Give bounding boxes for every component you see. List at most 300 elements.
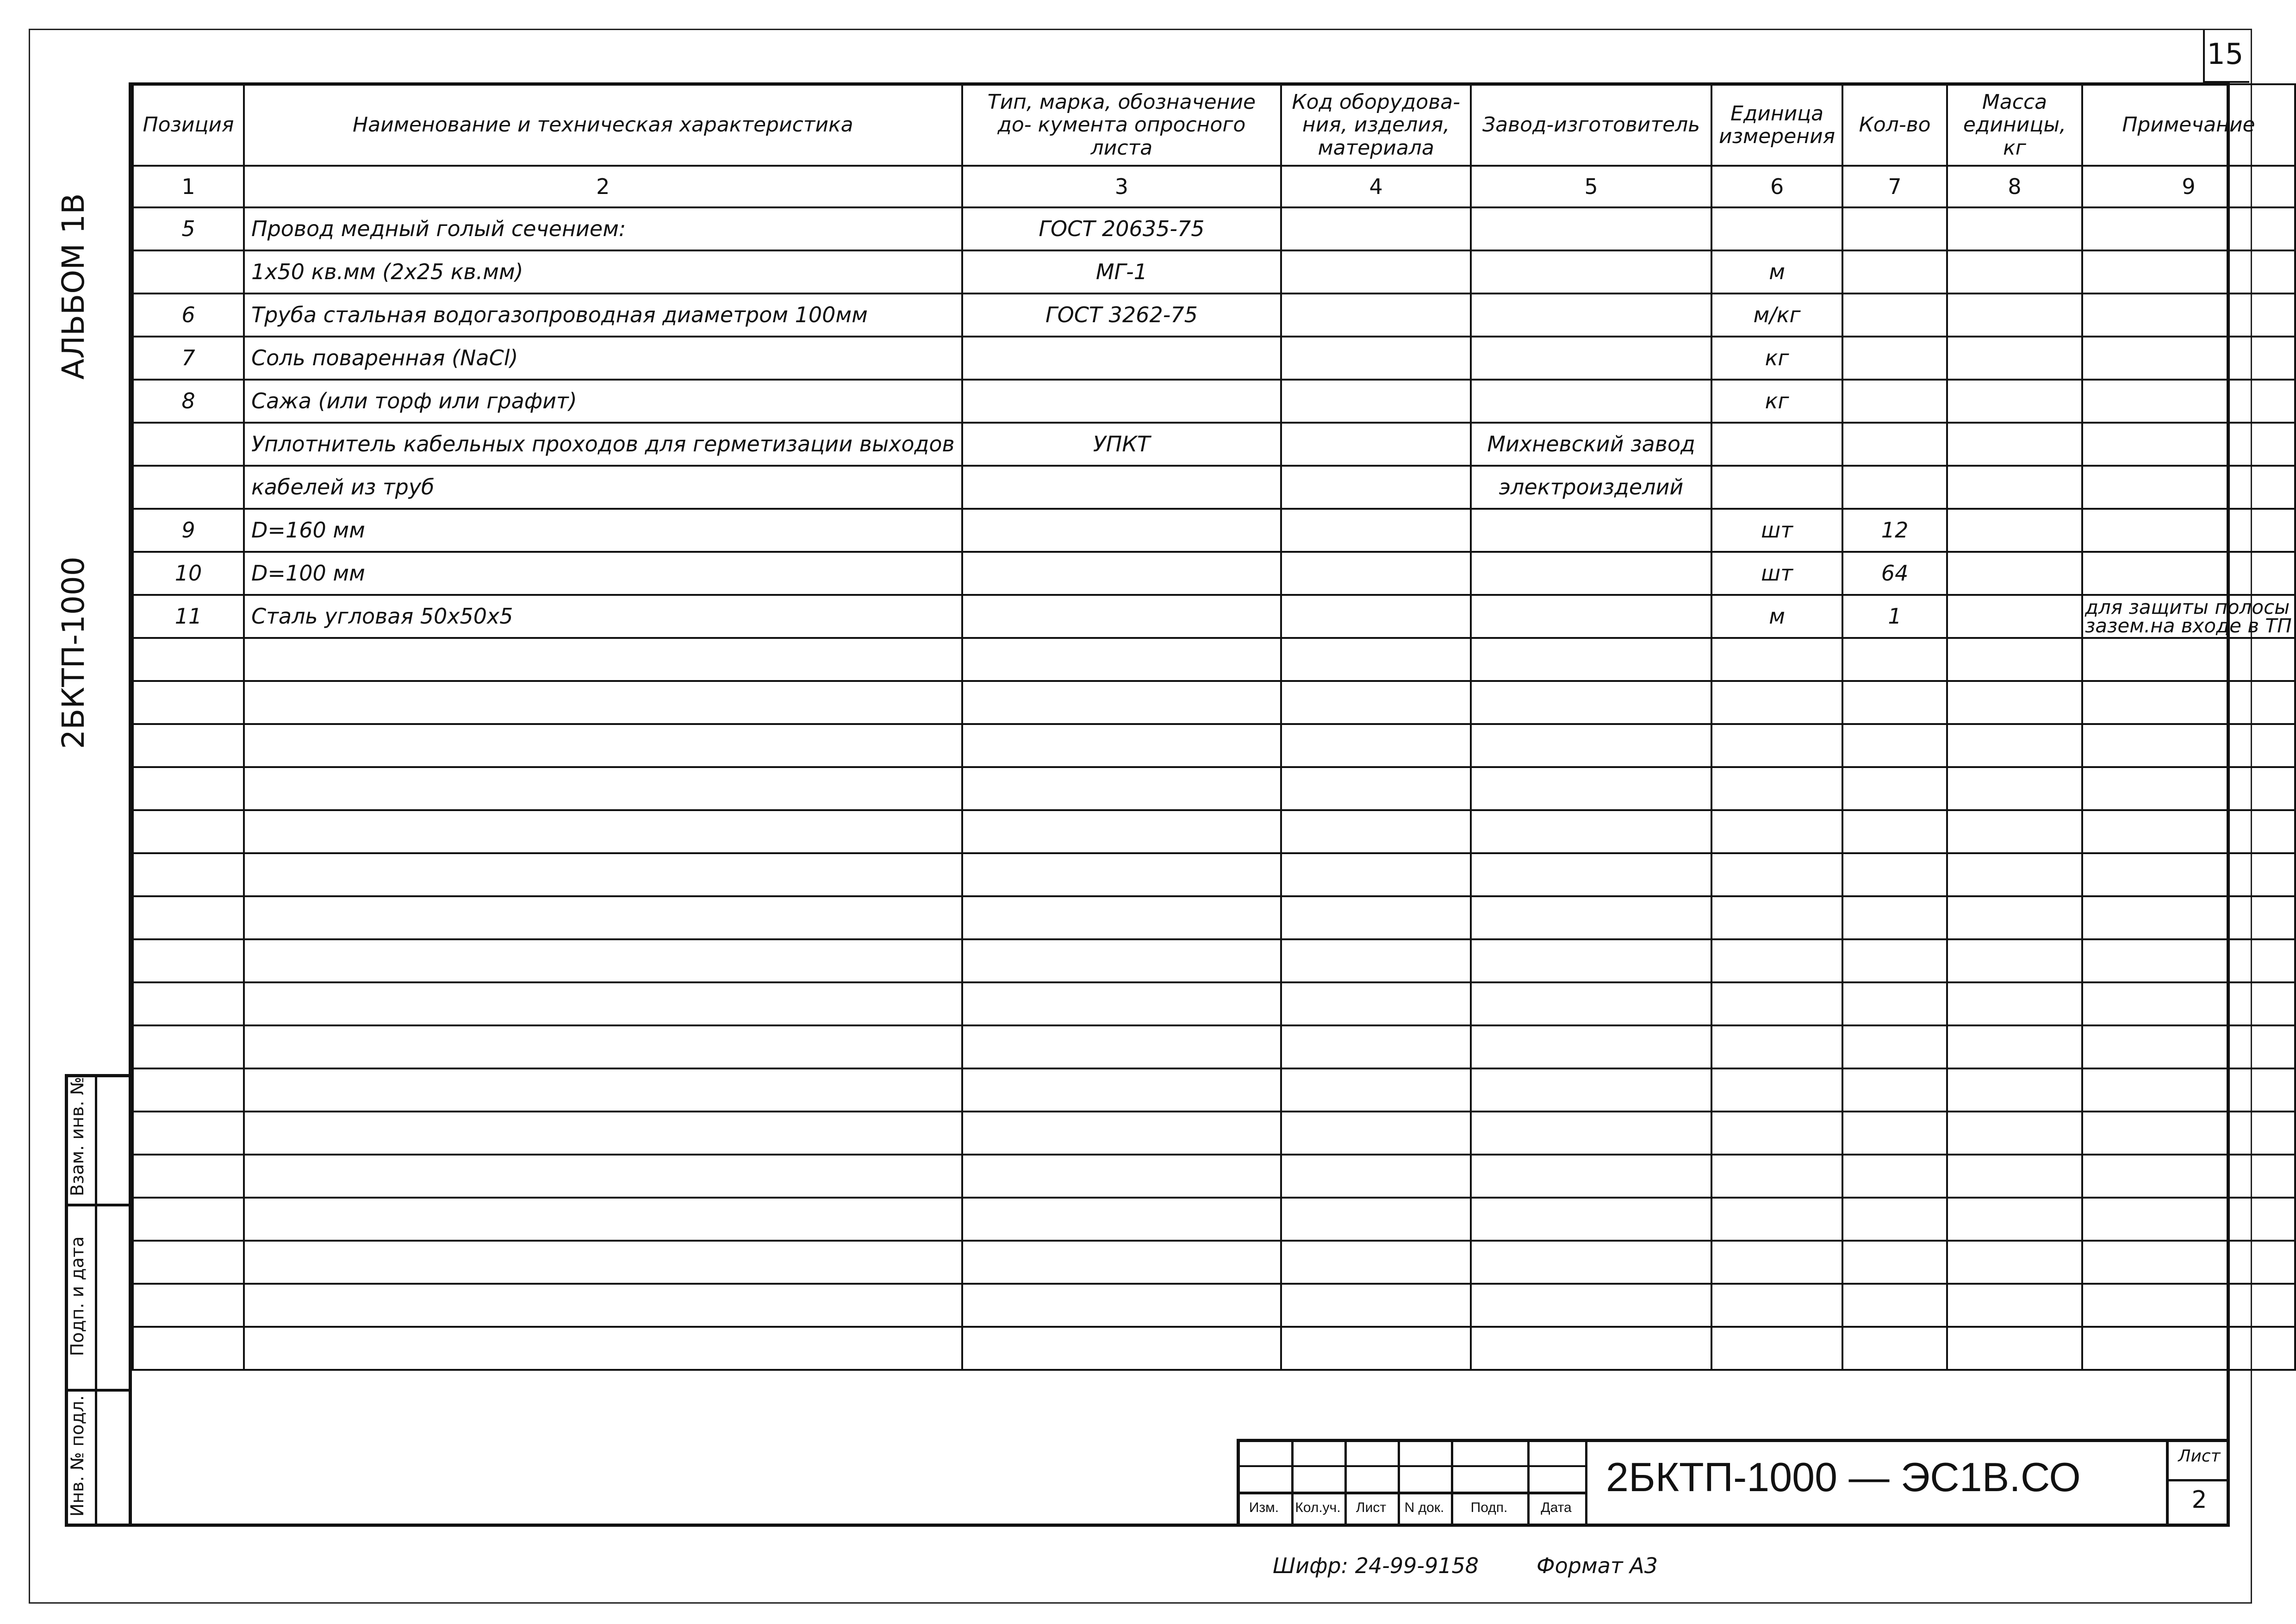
empty-cell [1711,724,1842,767]
table-cell [1471,380,1711,423]
table-cell [133,423,244,466]
table-cell [1947,552,2082,595]
table-cell [2082,294,2295,337]
empty-cell [133,681,244,724]
table-cell [1842,294,1947,337]
table-cell [1471,509,1711,552]
table-row [133,466,2295,509]
empty-cell [2082,1284,2295,1327]
empty-table-row [133,1025,2295,1068]
empty-cell [2082,767,2295,810]
empty-cell [2082,939,2295,982]
empty-cell [962,681,1282,724]
empty-cell [1947,638,2082,681]
note-line: для защиты полосы [2084,595,2290,618]
empty-cell [1281,939,1471,982]
empty-cell [1711,810,1842,853]
table-cell: 8 [133,380,244,423]
header-cell: Код оборудова- ния, изделия, материала [1281,84,1471,166]
table-cell [1947,250,2082,294]
table-cell [1947,380,2082,423]
empty-cell [1281,810,1471,853]
empty-table-row [133,638,2295,681]
table-cell [1842,423,1947,466]
column-number: 8 [1947,166,2082,207]
empty-cell [2082,1241,2295,1284]
table-cell [1281,250,1471,294]
empty-cell [1471,1068,1711,1112]
empty-cell [1281,1025,1471,1068]
empty-cell [1471,767,1711,810]
empty-table-row [133,1112,2295,1155]
empty-cell [133,853,244,896]
header-cell: Завод-изготовитель [1471,84,1711,166]
table-row [133,337,2295,380]
table-cell [2082,207,2295,250]
table-cell: Соль поваренная (NaCl) [244,337,962,380]
header-cell: Позиция [133,84,244,166]
table-cell: 11 [133,595,244,638]
empty-cell [1842,1112,1947,1155]
empty-cell [1281,1327,1471,1370]
empty-cell [1711,638,1842,681]
table-cell [962,337,1282,380]
empty-cell [1947,1068,2082,1112]
column-number: 6 [1711,166,1842,207]
empty-cell [1947,767,2082,810]
empty-cell [962,1198,1282,1241]
empty-cell [2082,681,2295,724]
table-cell [1947,509,2082,552]
table-cell [962,595,1282,638]
table-cell [962,466,1282,509]
empty-cell [1842,681,1947,724]
empty-cell [244,638,962,681]
empty-cell [244,1068,962,1112]
header-cell: Наименование и техническая характеристика [244,84,962,166]
table-row [133,380,2295,423]
empty-cell [962,982,1282,1025]
empty-cell [1947,1241,2082,1284]
empty-cell [1471,1198,1711,1241]
empty-cell [1281,1112,1471,1155]
table-cell: кабелей из труб [244,466,962,509]
table-row [133,250,2295,294]
empty-cell [2082,1068,2295,1112]
table-cell: Труба стальная водогазопроводная диаметром 100мм [244,294,962,337]
empty-cell [133,724,244,767]
table-cell: 64 [1842,552,1947,595]
empty-cell [133,982,244,1025]
specification-table [132,83,2296,1371]
table-cell [1842,337,1947,380]
column-number: 5 [1471,166,1711,207]
table-cell [1947,207,2082,250]
table-cell [1281,509,1471,552]
empty-cell [2082,1155,2295,1198]
empty-cell [1711,1112,1842,1155]
empty-cell [1947,1025,2082,1068]
table-cell: 6 [133,294,244,337]
title-block-vline [1585,1439,1587,1527]
empty-cell [962,724,1282,767]
empty-cell [1471,939,1711,982]
empty-table-row [133,1241,2295,1284]
table-cell: Уплотнитель кабельных проходов для герметизации выходов [244,423,962,466]
empty-cell [1471,853,1711,896]
empty-cell [2082,638,2295,681]
column-number-row [133,166,2295,207]
empty-table-row [133,1284,2295,1327]
empty-table-row [133,982,2295,1025]
empty-cell [1471,1284,1711,1327]
table-cell [2082,380,2295,423]
table-cell [1471,595,1711,638]
table-cell: ГОСТ 3262-75 [962,294,1282,337]
empty-cell [1842,1284,1947,1327]
table-cell: Провод медный голый сечением: [244,207,962,250]
empty-cell [1842,1198,1947,1241]
document-code: 2БКТП-1000 — ЭС1В.СО [1606,1454,2081,1500]
table-cell [1281,337,1471,380]
sheet-value: 2 [2191,1486,2207,1514]
table-cell [1471,337,1711,380]
sheet-label: Лист [2178,1447,2221,1466]
empty-table-row [133,681,2295,724]
empty-cell [244,896,962,939]
empty-cell [1842,1241,1947,1284]
empty-table-row [133,1068,2295,1112]
empty-cell [1947,681,2082,724]
empty-cell [244,1025,962,1068]
title-block-label: N док. [1404,1500,1444,1515]
note-line: зазем.на входе в ТП [2084,614,2292,637]
podp-date-label: Подп. и дата [67,1236,87,1356]
table-cell: Сталь угловая 50х50х5 [244,595,962,638]
empty-cell [1711,1241,1842,1284]
empty-table-row [133,1327,2295,1370]
empty-cell [1842,1327,1947,1370]
empty-cell [244,767,962,810]
empty-cell [1471,1155,1711,1198]
table-cell [1947,423,2082,466]
empty-cell [244,1155,962,1198]
empty-cell [1711,896,1842,939]
vzam-inv-label: Взам. инв. № [67,1077,87,1197]
empty-cell [244,1198,962,1241]
empty-cell [133,767,244,810]
title-block-label: Кол.уч. [1295,1500,1341,1515]
empty-cell [1842,939,1947,982]
empty-cell [133,1241,244,1284]
empty-cell [2082,853,2295,896]
table-cell [133,250,244,294]
table-cell [1281,380,1471,423]
empty-table-row [133,939,2295,982]
empty-cell [1947,939,2082,982]
table-cell [1471,250,1711,294]
table-cell: 9 [133,509,244,552]
empty-cell [1711,1198,1842,1241]
empty-cell [133,1025,244,1068]
table-cell [1711,466,1842,509]
table-cell: 5 [133,207,244,250]
empty-table-row [133,724,2295,767]
empty-cell [962,767,1282,810]
empty-cell [1471,1327,1711,1370]
empty-cell [1281,896,1471,939]
cipher-text: Шифр: 24-99-9158 [1273,1553,1479,1578]
table-cell [1281,207,1471,250]
empty-cell [1842,724,1947,767]
empty-cell [1947,1112,2082,1155]
table-cell [1471,294,1711,337]
empty-cell [244,1284,962,1327]
table-cell [1947,294,2082,337]
column-number: 3 [962,166,1282,207]
empty-cell [1842,767,1947,810]
empty-cell [1471,724,1711,767]
column-number: 1 [133,166,244,207]
empty-cell [1471,1112,1711,1155]
table-cell: 7 [133,337,244,380]
empty-cell [962,896,1282,939]
column-number: 4 [1281,166,1471,207]
empty-cell [1711,767,1842,810]
empty-cell [1711,1155,1842,1198]
empty-cell [1947,1284,2082,1327]
header-cell: Примечание [2082,84,2295,166]
empty-cell [133,1112,244,1155]
table-cell [1947,337,2082,380]
table-cell: 12 [1842,509,1947,552]
table-cell [1281,423,1471,466]
empty-cell [962,1025,1282,1068]
title-block-hline [1237,1492,1587,1494]
table-cell [1711,207,1842,250]
empty-cell [244,724,962,767]
format-text: Формат А3 [1537,1553,1658,1578]
empty-cell [2082,982,2295,1025]
empty-table-row [133,810,2295,853]
table-cell [1842,207,1947,250]
empty-table-row [133,1198,2295,1241]
empty-cell [1842,1068,1947,1112]
table-cell [1281,466,1471,509]
empty-cell [1947,853,2082,896]
empty-cell [133,1198,244,1241]
title-block-label: Дата [1541,1500,1572,1515]
empty-cell [1471,810,1711,853]
empty-cell [1947,724,2082,767]
empty-cell [1711,939,1842,982]
empty-cell [1711,681,1842,724]
table-row [133,423,2295,466]
empty-cell [962,1327,1282,1370]
empty-table-row [133,896,2295,939]
empty-cell [962,1068,1282,1112]
project-side-label: 2БКТП-1000 [56,556,91,749]
empty-cell [1947,1327,2082,1370]
title-block-label: Лист [1356,1500,1387,1515]
header-cell: Тип, марка, обозначение до- кумента опросного листа [962,84,1282,166]
empty-cell [1842,896,1947,939]
empty-cell [244,681,962,724]
sheet-number-top: 15 [2207,37,2244,71]
empty-cell [2082,1112,2295,1155]
empty-cell [244,1241,962,1284]
empty-cell [133,1155,244,1198]
empty-cell [244,939,962,982]
table-row [133,509,2295,552]
empty-cell [1711,1068,1842,1112]
table-row [133,595,2295,638]
title-block-hline [1237,1465,1587,1467]
empty-cell [1947,1155,2082,1198]
table-cell [2082,466,2295,509]
empty-cell [133,1284,244,1327]
empty-cell [1947,810,2082,853]
empty-cell [1281,638,1471,681]
inv-podl-label: Инв. № подл. [67,1395,87,1517]
header-cell: Единица измерения [1711,84,1842,166]
empty-cell [1281,1284,1471,1327]
table-cell [1947,466,2082,509]
column-number: 2 [244,166,962,207]
table-cell [1281,595,1471,638]
empty-cell [1471,1025,1711,1068]
empty-cell [1281,724,1471,767]
empty-cell [1947,982,2082,1025]
empty-cell [1842,853,1947,896]
title-block-label: Изм. [1249,1500,1279,1515]
empty-cell [1711,1327,1842,1370]
empty-cell [1281,1155,1471,1198]
empty-cell [133,810,244,853]
empty-cell [244,1112,962,1155]
table-cell: м/кг [1711,294,1842,337]
empty-cell [2082,896,2295,939]
empty-cell [1842,1155,1947,1198]
table-cell [962,552,1282,595]
table-cell: 1х50 кв.мм (2х25 кв.мм) [244,250,962,294]
empty-cell [1842,1025,1947,1068]
empty-cell [1281,681,1471,724]
table-cell: шт [1711,509,1842,552]
table-cell [1471,552,1711,595]
table-cell: кг [1711,380,1842,423]
empty-cell [962,638,1282,681]
empty-cell [1842,982,1947,1025]
table-cell [1711,423,1842,466]
empty-cell [1947,1198,2082,1241]
sheet-box-divider [2166,1479,2230,1481]
empty-cell [962,1155,1282,1198]
empty-cell [133,1068,244,1112]
empty-cell [2082,810,2295,853]
table-cell: электроизделий [1471,466,1711,509]
empty-cell [962,1112,1282,1155]
table-row [133,294,2295,337]
table-cell [1842,250,1947,294]
empty-cell [1711,853,1842,896]
empty-cell [1281,1241,1471,1284]
table-cell: 10 [133,552,244,595]
empty-cell [244,853,962,896]
empty-cell [244,810,962,853]
empty-cell [962,939,1282,982]
table-cell [962,509,1282,552]
empty-cell [2082,1025,2295,1068]
table-row [133,207,2295,250]
empty-cell [244,982,962,1025]
table-cell: м [1711,250,1842,294]
empty-cell [2082,724,2295,767]
header-cell: Кол-во [1842,84,1947,166]
table-cell [1947,595,2082,638]
empty-cell [1471,638,1711,681]
empty-cell [1842,810,1947,853]
empty-cell [244,1327,962,1370]
table-cell: D=100 мм [244,552,962,595]
empty-cell [1281,982,1471,1025]
table-cell [1281,552,1471,595]
empty-table-row [133,853,2295,896]
table-cell [2082,509,2295,552]
table-cell: МГ-1 [962,250,1282,294]
empty-cell [2082,1198,2295,1241]
empty-cell [1281,853,1471,896]
table-cell: шт [1711,552,1842,595]
table-cell: УПКТ [962,423,1282,466]
table-cell [2082,423,2295,466]
table-cell [2082,552,2295,595]
table-cell [133,466,244,509]
empty-cell [1711,1025,1842,1068]
empty-cell [1471,982,1711,1025]
empty-cell [962,810,1282,853]
empty-cell [1711,1284,1842,1327]
empty-cell [133,1327,244,1370]
empty-cell [1471,1241,1711,1284]
table-cell: кг [1711,337,1842,380]
empty-cell [1471,896,1711,939]
table-cell [1842,466,1947,509]
empty-cell [1471,681,1711,724]
empty-cell [2082,1327,2295,1370]
empty-cell [1281,1198,1471,1241]
empty-cell [1842,638,1947,681]
empty-cell [133,638,244,681]
table-cell: D=160 мм [244,509,962,552]
empty-cell [1711,982,1842,1025]
table-cell: 1 [1842,595,1947,638]
table-cell: Сажа (или торф или графит) [244,380,962,423]
column-number: 7 [1842,166,1947,207]
empty-table-row [133,1155,2295,1198]
table-cell [2082,250,2295,294]
table-cell [1471,207,1711,250]
title-block-label: Подп. [1470,1500,1508,1515]
side-stamp-divider [95,1074,97,1527]
empty-cell [1281,767,1471,810]
album-side-label: АЛЬБОМ 1В [56,193,91,380]
empty-cell [1281,1068,1471,1112]
empty-cell [133,896,244,939]
table-row [133,552,2295,595]
column-number: 9 [2082,166,2295,207]
header-cell: Масса единицы, кг [1947,84,2082,166]
